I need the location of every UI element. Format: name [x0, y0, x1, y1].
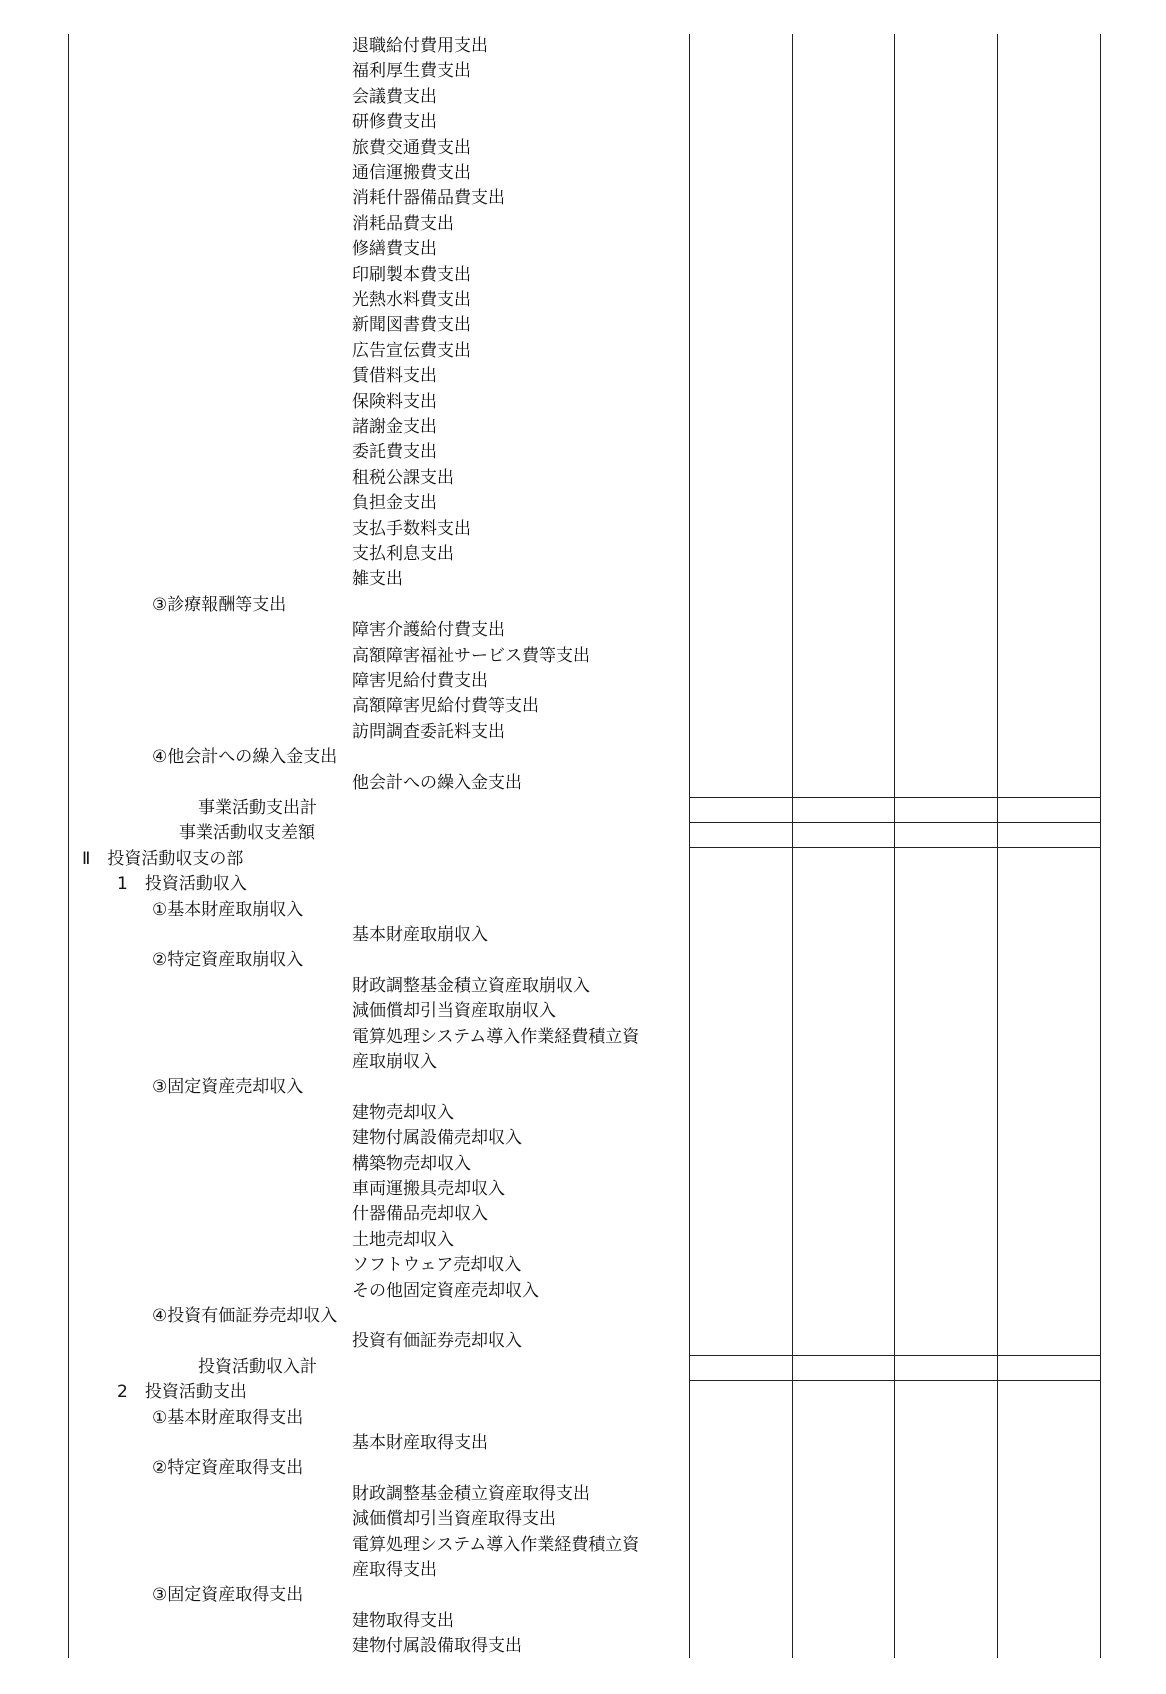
- account-item: 賃借料支出: [352, 366, 437, 386]
- column-divider: [689, 34, 690, 1658]
- account-item: 電算処理システム導入作業経費積立資: [352, 1535, 640, 1555]
- account-item: 他会計への繰入金支出: [352, 773, 522, 793]
- account-item: 投資有価証券売却収入: [352, 1331, 522, 1351]
- account-item: 什器備品売却収入: [352, 1204, 488, 1224]
- account-item: 印刷製本費支出: [352, 265, 471, 285]
- subcategory-heading: ④投資有価証券売却収入: [152, 1306, 338, 1326]
- account-item: 土地売却収入: [352, 1230, 454, 1250]
- account-item: 通信運搬費支出: [352, 163, 471, 183]
- column-divider: [894, 34, 895, 1658]
- account-item: 基本財産取得支出: [352, 1433, 488, 1453]
- account-item: 構築物売却収入: [352, 1154, 471, 1174]
- account-item: 障害介護給付費支出: [352, 620, 505, 640]
- category-heading: 2 投資活動支出: [117, 1382, 247, 1402]
- subcategory-heading: ④他会計への繰入金支出: [152, 747, 338, 767]
- account-item: 修繕費支出: [352, 239, 437, 259]
- account-item: 旅費交通費支出: [352, 138, 471, 158]
- account-item: 雑支出: [352, 569, 403, 589]
- subcategory-heading: ③固定資産売却収入: [152, 1077, 304, 1097]
- subcategory-heading: ①基本財産取得支出: [152, 1408, 304, 1428]
- account-item: 車両運搬具売却収入: [352, 1179, 505, 1199]
- account-item: 減価償却引当資産取得支出: [352, 1509, 556, 1529]
- column-divider: [997, 34, 998, 1658]
- account-item: 財政調整基金積立資産取崩収入: [352, 976, 590, 996]
- account-item: 消耗品費支出: [352, 214, 454, 234]
- account-item: 消耗什器備品費支出: [352, 188, 505, 208]
- account-item: 負担金支出: [352, 493, 437, 513]
- subcategory-heading: ②特定資産取得支出: [152, 1458, 304, 1478]
- account-item: 租税公課支出: [352, 468, 454, 488]
- subcategory-heading: ③診療報酬等支出: [152, 595, 287, 615]
- account-item: 支払手数料支出: [352, 519, 471, 539]
- total-rule: [689, 1355, 1100, 1356]
- account-item: 産取崩収入: [352, 1052, 437, 1072]
- account-item: 基本財産取崩収入: [352, 925, 488, 945]
- account-item: 高額障害福祉サービス費等支出: [352, 646, 590, 666]
- account-item: その他固定資産売却収入: [352, 1281, 539, 1301]
- subtotal-label: 事業活動支出計: [198, 798, 317, 818]
- subcategory-heading: ①基本財産取崩収入: [152, 900, 304, 920]
- total-rule: [689, 847, 1100, 848]
- table-left-border: [68, 34, 69, 1658]
- subcategory-heading: ③固定資産取得支出: [152, 1585, 304, 1605]
- account-item: 会議費支出: [352, 87, 437, 107]
- account-item: 建物売却収入: [352, 1103, 454, 1123]
- account-item: 委託費支出: [352, 442, 437, 462]
- account-item: 退職給付費用支出: [352, 36, 488, 56]
- account-item: 研修費支出: [352, 112, 437, 132]
- account-item: 支払利息支出: [352, 544, 454, 564]
- table-right-border: [1100, 34, 1101, 1658]
- account-item: 電算処理システム導入作業経費積立資: [352, 1027, 640, 1047]
- category-heading: 1 投資活動収入: [117, 874, 247, 894]
- part-heading: Ⅱ 投資活動収支の部: [82, 849, 244, 869]
- column-divider: [792, 34, 793, 1658]
- total-rule: [689, 1380, 1100, 1381]
- account-item: 福利厚生費支出: [352, 61, 471, 81]
- account-item: 障害児給付費支出: [352, 671, 488, 691]
- account-item: 高額障害児給付費等支出: [352, 696, 539, 716]
- total-rule: [689, 822, 1100, 823]
- account-item: 保険料支出: [352, 392, 437, 412]
- balance-label: 事業活動収支差額: [179, 823, 315, 843]
- account-item: 建物取得支出: [352, 1611, 454, 1631]
- account-item: 広告宣伝費支出: [352, 341, 471, 361]
- account-item: 建物付属設備取得支出: [352, 1636, 522, 1656]
- account-item: ソフトウェア売却収入: [352, 1255, 522, 1275]
- subcategory-heading: ②特定資産取崩収入: [152, 950, 304, 970]
- account-item: 光熱水料費支出: [352, 290, 471, 310]
- account-item: 新聞図書費支出: [352, 315, 471, 335]
- account-item: 建物付属設備売却収入: [352, 1128, 522, 1148]
- account-item: 諸謝金支出: [352, 417, 437, 437]
- subtotal-label: 投資活動収入計: [198, 1357, 317, 1377]
- account-item: 産取得支出: [352, 1560, 437, 1580]
- account-item: 減価償却引当資産取崩収入: [352, 1001, 556, 1021]
- account-item: 訪問調査委託料支出: [352, 722, 505, 742]
- account-item: 財政調整基金積立資産取得支出: [352, 1484, 590, 1504]
- total-rule: [689, 797, 1100, 798]
